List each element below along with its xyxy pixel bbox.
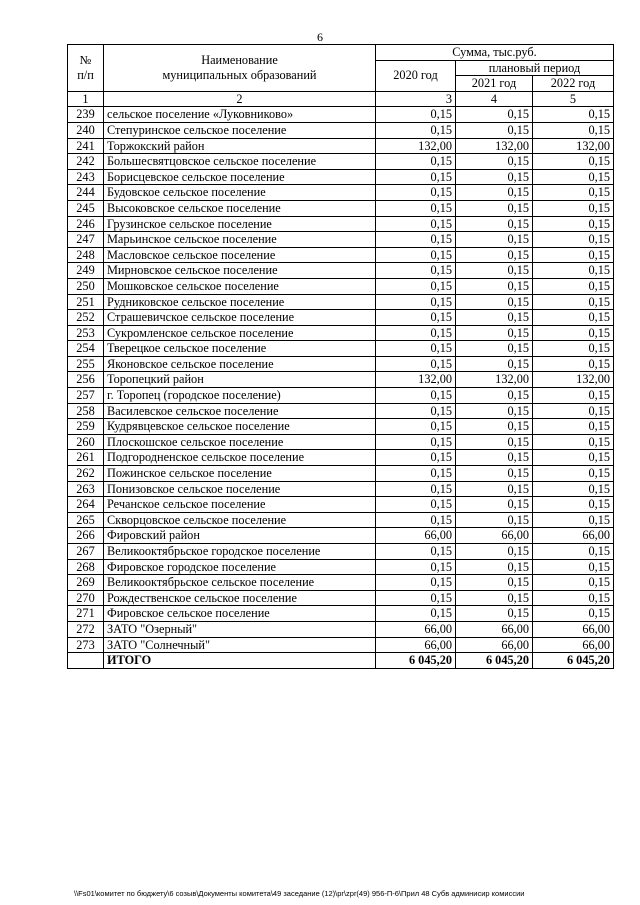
- value-2022: 0,15: [533, 403, 614, 419]
- row-number: 241: [68, 138, 104, 154]
- municipality-name: Рудниковское сельское поселение: [104, 294, 376, 310]
- value-2022: 0,15: [533, 575, 614, 591]
- municipality-name: Грузинское сельское поселение: [104, 216, 376, 232]
- table-row: [68, 169, 614, 185]
- total-2022: 6 045,20: [533, 653, 614, 669]
- value-2021: 0,15: [456, 107, 533, 123]
- value-2022: 0,15: [533, 310, 614, 326]
- row-number: 269: [68, 575, 104, 591]
- table-row: [68, 512, 614, 528]
- value-2021: 66,00: [456, 621, 533, 637]
- value-2022: 0,15: [533, 325, 614, 341]
- municipality-name: Фировское городское поселение: [104, 559, 376, 575]
- municipality-name: Страшевичское сельское поселение: [104, 310, 376, 326]
- row-number: 261: [68, 450, 104, 466]
- value-2021: 0,15: [456, 185, 533, 201]
- header-year-2022: 2022 год: [533, 76, 614, 92]
- value-2020: 0,15: [376, 388, 456, 404]
- table-row: [68, 247, 614, 263]
- row-number: 263: [68, 481, 104, 497]
- value-2021: 0,15: [456, 310, 533, 326]
- table-row: [68, 544, 614, 560]
- table-row: [68, 466, 614, 482]
- value-2020: 0,15: [376, 154, 456, 170]
- municipality-name: Марьинское сельское поселение: [104, 232, 376, 248]
- header-row-number-text: № п/п: [77, 53, 94, 82]
- table-row: [68, 341, 614, 357]
- table-row: [68, 575, 614, 591]
- value-2022: 0,15: [533, 434, 614, 450]
- value-2022: 0,15: [533, 481, 614, 497]
- value-2020: 132,00: [376, 138, 456, 154]
- value-2021: 0,15: [456, 341, 533, 357]
- value-2022: 0,15: [533, 466, 614, 482]
- table-row: [68, 356, 614, 372]
- row-number: 272: [68, 621, 104, 637]
- row-number: 264: [68, 497, 104, 513]
- row-number: 255: [68, 356, 104, 372]
- row-number: 244: [68, 185, 104, 201]
- value-2021: 0,15: [456, 403, 533, 419]
- municipality-name: Фировское сельское поселение: [104, 606, 376, 622]
- value-2021: 0,15: [456, 294, 533, 310]
- value-2020: 0,15: [376, 169, 456, 185]
- header-planned-period: плановый период: [456, 60, 614, 76]
- value-2022: 0,15: [533, 388, 614, 404]
- value-2022: 0,15: [533, 419, 614, 435]
- value-2022: 0,15: [533, 606, 614, 622]
- municipality-name: Василевское сельское поселение: [104, 403, 376, 419]
- value-2020: 0,15: [376, 107, 456, 123]
- total-2021: 6 045,20: [456, 653, 533, 669]
- municipality-name: Сукромленское сельское поселение: [104, 325, 376, 341]
- column-number-row: [68, 91, 614, 107]
- row-number: 249: [68, 263, 104, 279]
- column-number: 2: [104, 91, 376, 107]
- table-row: [68, 216, 614, 232]
- column-number: 1: [68, 91, 104, 107]
- value-2020: 0,15: [376, 450, 456, 466]
- column-number: 4: [456, 91, 533, 107]
- value-2022: 0,15: [533, 169, 614, 185]
- municipality-name: Подгородненское сельское поселение: [104, 450, 376, 466]
- value-2020: 0,15: [376, 185, 456, 201]
- table-row: [68, 606, 614, 622]
- municipality-name: Кудрявцевское сельское поселение: [104, 419, 376, 435]
- table-row: [68, 185, 614, 201]
- municipality-name: ЗАТО "Озерный": [104, 621, 376, 637]
- header-row-number: [68, 45, 104, 92]
- value-2022: 0,15: [533, 200, 614, 216]
- table-row: [68, 278, 614, 294]
- row-number: 245: [68, 200, 104, 216]
- table-row: [68, 310, 614, 326]
- value-2020: 0,15: [376, 356, 456, 372]
- value-2022: 0,15: [533, 154, 614, 170]
- municipality-name: Большесвятцовское сельское поселение: [104, 154, 376, 170]
- municipality-name: Пожинское сельское поселение: [104, 466, 376, 482]
- table-row: [68, 138, 614, 154]
- table-row: [68, 388, 614, 404]
- row-number: 248: [68, 247, 104, 263]
- value-2022: 0,15: [533, 497, 614, 513]
- value-2020: 0,15: [376, 419, 456, 435]
- municipality-name: Тверецкое сельское поселение: [104, 341, 376, 357]
- value-2021: 0,15: [456, 263, 533, 279]
- municipality-name: Великооктябрьское городское поселение: [104, 544, 376, 560]
- municipality-name: сельское поселение «Луковниково»: [104, 107, 376, 123]
- value-2020: 0,15: [376, 232, 456, 248]
- value-2020: 0,15: [376, 434, 456, 450]
- value-2022: 0,15: [533, 590, 614, 606]
- value-2022: 0,15: [533, 512, 614, 528]
- municipality-name: Речанское сельское поселение: [104, 497, 376, 513]
- value-2020: 0,15: [376, 544, 456, 560]
- value-2021: 0,15: [456, 606, 533, 622]
- value-2020: 0,15: [376, 247, 456, 263]
- value-2022: 0,15: [533, 559, 614, 575]
- value-2022: 66,00: [533, 637, 614, 653]
- value-2021: 0,15: [456, 590, 533, 606]
- row-number: 256: [68, 372, 104, 388]
- table-row: [68, 122, 614, 138]
- municipality-name: Рождественское сельское поселение: [104, 590, 376, 606]
- row-number: 242: [68, 154, 104, 170]
- value-2022: 66,00: [533, 621, 614, 637]
- table-body: [68, 107, 614, 653]
- header-year-2020: 2020 год: [376, 60, 456, 91]
- value-2020: 0,15: [376, 559, 456, 575]
- row-number: 243: [68, 169, 104, 185]
- header-municipality-name: [104, 45, 376, 92]
- value-2021: 0,15: [456, 122, 533, 138]
- value-2022: 0,15: [533, 107, 614, 123]
- row-number: 273: [68, 637, 104, 653]
- table-row: [68, 637, 614, 653]
- value-2021: 0,15: [456, 450, 533, 466]
- value-2020: 0,15: [376, 263, 456, 279]
- value-2020: 0,15: [376, 575, 456, 591]
- value-2021: 0,15: [456, 200, 533, 216]
- value-2021: 0,15: [456, 154, 533, 170]
- total-number-cell: [68, 653, 104, 669]
- value-2021: 132,00: [456, 138, 533, 154]
- header-sum: Сумма, тыс.руб.: [376, 45, 614, 61]
- total-label: ИТОГО: [104, 653, 376, 669]
- row-number: 262: [68, 466, 104, 482]
- table-row: [68, 434, 614, 450]
- municipality-name: Борисцевское сельское поселение: [104, 169, 376, 185]
- value-2021: 0,15: [456, 512, 533, 528]
- table-row: [68, 107, 614, 123]
- municipality-name: Понизовское сельское поселение: [104, 481, 376, 497]
- municipality-name: Скворцовское сельское поселение: [104, 512, 376, 528]
- table-row: [68, 528, 614, 544]
- municipality-name: Будовское сельское поселение: [104, 185, 376, 201]
- table-row: [68, 325, 614, 341]
- table-row: [68, 294, 614, 310]
- column-number: 5: [533, 91, 614, 107]
- value-2022: 0,15: [533, 216, 614, 232]
- value-2020: 0,15: [376, 122, 456, 138]
- value-2022: 0,15: [533, 356, 614, 372]
- value-2020: 0,15: [376, 466, 456, 482]
- value-2022: 0,15: [533, 263, 614, 279]
- value-2022: 0,15: [533, 278, 614, 294]
- table-row: [68, 450, 614, 466]
- value-2020: 0,15: [376, 278, 456, 294]
- value-2022: 0,15: [533, 544, 614, 560]
- total-row: [68, 653, 614, 669]
- value-2021: 0,15: [456, 434, 533, 450]
- value-2020: 66,00: [376, 637, 456, 653]
- municipality-name: Масловское сельское поселение: [104, 247, 376, 263]
- value-2021: 0,15: [456, 419, 533, 435]
- value-2022: 0,15: [533, 122, 614, 138]
- row-number: 268: [68, 559, 104, 575]
- row-number: 253: [68, 325, 104, 341]
- row-number: 258: [68, 403, 104, 419]
- value-2021: 0,15: [456, 278, 533, 294]
- table-row: [68, 559, 614, 575]
- row-number: 239: [68, 107, 104, 123]
- table-row: [68, 497, 614, 513]
- row-number: 266: [68, 528, 104, 544]
- column-number: 3: [376, 91, 456, 107]
- value-2021: 66,00: [456, 528, 533, 544]
- municipality-name: Фировский район: [104, 528, 376, 544]
- value-2022: 0,15: [533, 450, 614, 466]
- row-number: 247: [68, 232, 104, 248]
- row-number: 270: [68, 590, 104, 606]
- row-number: 250: [68, 278, 104, 294]
- value-2022: 0,15: [533, 232, 614, 248]
- value-2022: 0,15: [533, 247, 614, 263]
- header-year-2021: 2021 год: [456, 76, 533, 92]
- value-2021: 0,15: [456, 544, 533, 560]
- municipality-name: Мирновское сельское поселение: [104, 263, 376, 279]
- value-2020: 0,15: [376, 294, 456, 310]
- value-2022: 132,00: [533, 372, 614, 388]
- value-2021: 0,15: [456, 559, 533, 575]
- row-number: 271: [68, 606, 104, 622]
- value-2020: 0,15: [376, 481, 456, 497]
- table-row: [68, 200, 614, 216]
- table-row: [68, 419, 614, 435]
- municipality-name: Яконовское сельское поселение: [104, 356, 376, 372]
- table-row: [68, 263, 614, 279]
- budget-table: [67, 44, 614, 669]
- table-row: [68, 590, 614, 606]
- value-2021: 0,15: [456, 169, 533, 185]
- row-number: 257: [68, 388, 104, 404]
- row-number: 240: [68, 122, 104, 138]
- value-2022: 0,15: [533, 294, 614, 310]
- footer-file-path: \\Fs01\комитет по бюджету\6 созыв\Документы комитета\49 заседание (12)\pr\zpr(49) 956-П-6\Прил 48 Субв админисир комиссии: [74, 889, 525, 898]
- row-number: 267: [68, 544, 104, 560]
- value-2021: 0,15: [456, 481, 533, 497]
- municipality-name: Торопецкий район: [104, 372, 376, 388]
- table-header: [68, 45, 614, 107]
- table-row: [68, 372, 614, 388]
- value-2021: 0,15: [456, 388, 533, 404]
- header-municipality-name-text: Наименование муниципальных образований: [162, 53, 317, 82]
- municipality-name: ЗАТО "Солнечный": [104, 637, 376, 653]
- value-2020: 0,15: [376, 216, 456, 232]
- page-number: 6: [317, 30, 323, 44]
- municipality-name: Мошковское сельское поселение: [104, 278, 376, 294]
- value-2021: 132,00: [456, 372, 533, 388]
- value-2021: 0,15: [456, 216, 533, 232]
- value-2021: 66,00: [456, 637, 533, 653]
- row-number: 251: [68, 294, 104, 310]
- value-2021: 0,15: [456, 497, 533, 513]
- total-2020: 6 045,20: [376, 653, 456, 669]
- municipality-name: г. Торопец (городское поселение): [104, 388, 376, 404]
- value-2020: 0,15: [376, 403, 456, 419]
- table-row: [68, 232, 614, 248]
- value-2021: 0,15: [456, 232, 533, 248]
- municipality-name: Плоскошское сельское поселение: [104, 434, 376, 450]
- value-2020: 0,15: [376, 590, 456, 606]
- value-2020: 0,15: [376, 310, 456, 326]
- row-number: 246: [68, 216, 104, 232]
- value-2022: 0,15: [533, 341, 614, 357]
- municipality-name: Великооктябрьское сельское поселение: [104, 575, 376, 591]
- value-2021: 0,15: [456, 466, 533, 482]
- value-2020: 66,00: [376, 528, 456, 544]
- value-2020: 0,15: [376, 497, 456, 513]
- municipality-name: Торжокский район: [104, 138, 376, 154]
- value-2021: 0,15: [456, 356, 533, 372]
- row-number: 252: [68, 310, 104, 326]
- value-2020: 0,15: [376, 512, 456, 528]
- value-2020: 0,15: [376, 200, 456, 216]
- row-number: 265: [68, 512, 104, 528]
- value-2021: 0,15: [456, 325, 533, 341]
- table-row: [68, 403, 614, 419]
- value-2022: 0,15: [533, 185, 614, 201]
- municipality-name: Степуринское сельское поселение: [104, 122, 376, 138]
- table-row: [68, 481, 614, 497]
- table-row: [68, 154, 614, 170]
- value-2020: 0,15: [376, 341, 456, 357]
- row-number: 259: [68, 419, 104, 435]
- row-number: 260: [68, 434, 104, 450]
- value-2020: 0,15: [376, 606, 456, 622]
- value-2022: 66,00: [533, 528, 614, 544]
- municipality-name: Высоковское сельское поселение: [104, 200, 376, 216]
- row-number: 254: [68, 341, 104, 357]
- value-2020: 66,00: [376, 621, 456, 637]
- value-2021: 0,15: [456, 575, 533, 591]
- value-2020: 0,15: [376, 325, 456, 341]
- value-2020: 132,00: [376, 372, 456, 388]
- value-2021: 0,15: [456, 247, 533, 263]
- table-row: [68, 621, 614, 637]
- value-2022: 132,00: [533, 138, 614, 154]
